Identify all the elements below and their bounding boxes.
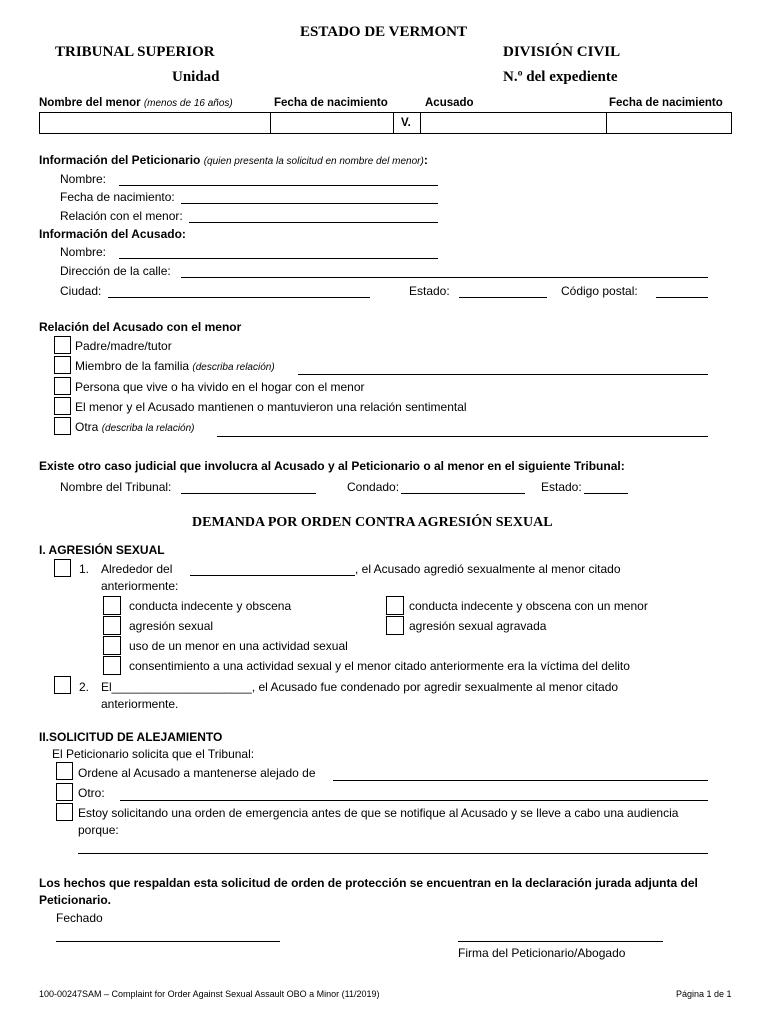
other-request-checkbox[interactable] (56, 783, 73, 801)
sexual-assault-label: agresión sexual (129, 619, 214, 633)
relationship-household-checkbox[interactable] (54, 377, 71, 395)
defendant-state-label: Estado: (409, 284, 450, 298)
consent-victim-label: consentimiento a una actividad sexual y el menor citado anteriormente era la víctima del delito (129, 659, 630, 673)
section1-item1-number: 1. (79, 562, 90, 576)
dated-label: Fechado (56, 911, 103, 925)
defendant-zip-label: Código postal: (561, 284, 638, 298)
section1-item2-line: El_____________________, el Acusado fue condenado por agredir sexualmente al menor citado (101, 680, 619, 694)
date-signature-field[interactable] (56, 941, 280, 942)
court-name: TRIBUNAL SUPERIOR (55, 44, 215, 60)
emergency-order-label: Estoy solicitando una orden de emergencia antes de que se notifique al Acusado y se lleve a cabo una audiencia (78, 806, 679, 820)
petitioner-name-field[interactable] (119, 185, 438, 186)
relationship-heading: Relación del Acusado con el menor (39, 320, 242, 334)
division-label: DIVISIÓN CIVIL (503, 44, 621, 60)
defendant-name-field[interactable] (119, 258, 438, 259)
relationship-dating-label: El menor y el Acusado mantienen o mantuvieron una relación sentimental (75, 400, 467, 414)
relationship-other-field[interactable] (217, 436, 708, 437)
other-request-field[interactable] (120, 800, 708, 801)
page-number: Página 1 de 1 (676, 989, 732, 999)
relationship-other-note: (describa la relación) (101, 423, 195, 434)
defendant-dob-field[interactable] (606, 112, 732, 134)
petitioner-relation-label: Relación con el menor: (60, 209, 183, 223)
other-request-label: Otro: (78, 786, 105, 800)
section1-item2-number: 2. (79, 680, 90, 694)
section1-item1-post: , el Acusado agredió sexualmente al menor citado (355, 562, 621, 576)
defendant-street-field[interactable] (181, 277, 708, 278)
complaint-title: DEMANDA POR ORDEN CONTRA AGRESIÓN SEXUAL (192, 515, 553, 530)
defendant-city-field[interactable] (108, 297, 370, 298)
signature-label: Firma del Peticionario/Abogado (458, 946, 626, 960)
defendant-dob-label: Fecha de nacimiento (609, 97, 723, 109)
section1-item1-checkbox[interactable] (54, 559, 71, 577)
petitioner-relation-field[interactable] (189, 222, 438, 223)
section1-item1-date-field[interactable] (190, 575, 355, 576)
facts-statement-line1: Los hechos que respaldan esta solicitud de orden de protección se encuentran en la declaración jurada adjunta del (39, 876, 698, 890)
versus-label: V. (401, 117, 411, 129)
minor-dob-field[interactable] (270, 112, 394, 134)
section1-item2-cont: anteriormente. (101, 697, 179, 711)
defendant-heading: Información del Acusado: (39, 227, 186, 241)
relationship-other-label: Otra (describa la relación) (75, 420, 195, 434)
docket-label: N.º del expediente (503, 69, 618, 85)
other-court-field[interactable] (181, 493, 316, 494)
defendant-zip-field[interactable] (656, 297, 708, 298)
lewd-conduct-label: conducta indecente y obscena (129, 599, 292, 613)
relationship-family-label: Miembro de la familia (describa relación) (75, 359, 275, 373)
stay-away-label: Ordene al Acusado a mantenerse alejado de (78, 766, 316, 780)
stay-away-field[interactable] (333, 780, 708, 781)
relationship-parent-label: Padre/madre/tutor (75, 339, 172, 353)
form-number: 100-00247SAM – Complaint for Order Against Sexual Assault OBO a Minor (11/2019) (39, 989, 380, 999)
minor-sexual-activity-checkbox[interactable] (103, 636, 121, 655)
minor-age-note: (menos de 16 años) (143, 98, 233, 109)
minor-sexual-activity-label: uso de un menor en una actividad sexual (129, 639, 348, 653)
defendant-street-label: Dirección de la calle: (60, 264, 171, 278)
defendant-city-label: Ciudad: (60, 284, 102, 298)
aggravated-assault-checkbox[interactable] (386, 616, 404, 635)
section1-item1-pre: Alrededor del (101, 562, 173, 576)
other-case-heading: Existe otro caso judicial que involucra al Acusado y al Peticionario o al menor en el siguiente Tribunal: (39, 459, 625, 473)
other-state-label: Estado: (541, 480, 582, 494)
defendant-name-field[interactable] (420, 112, 607, 134)
emergency-reason-field[interactable] (78, 853, 708, 854)
relationship-household-label: Persona que vive o ha vivido en el hogar con el menor (75, 380, 365, 394)
relationship-family-note: (describa relación) (192, 362, 275, 373)
defendant-caption-label: Acusado (425, 97, 474, 109)
lewd-conduct-minor-label: conducta indecente y obscena con un menor (409, 599, 648, 613)
section2-intro: El Peticionario solicita que el Tribunal: (52, 747, 255, 761)
state-title: ESTADO DE VERMONT (300, 24, 467, 40)
stay-away-checkbox[interactable] (56, 762, 73, 780)
minor-name-label: Nombre del menor (menos de 16 años) (39, 97, 233, 109)
relationship-family-checkbox[interactable] (54, 356, 71, 374)
other-county-label: Condado: (347, 480, 400, 494)
other-court-label: Nombre del Tribunal: (60, 480, 172, 494)
facts-statement-line2: Peticionario. (39, 893, 112, 907)
relationship-parent-checkbox[interactable] (54, 336, 71, 354)
other-state-field[interactable] (584, 493, 628, 494)
section1-heading: I. AGRESIÓN SEXUAL (39, 543, 165, 557)
emergency-reason-label: porque: (78, 823, 119, 837)
relationship-family-field[interactable] (298, 374, 708, 375)
section1-item1-cont: anteriormente: (101, 579, 179, 593)
relationship-dating-checkbox[interactable] (54, 397, 71, 415)
lewd-conduct-minor-checkbox[interactable] (386, 596, 404, 615)
minor-name-field[interactable] (39, 112, 271, 134)
aggravated-assault-label: agresión sexual agravada (409, 619, 547, 633)
lewd-conduct-checkbox[interactable] (103, 596, 121, 615)
petitioner-name-label: Nombre: (60, 172, 107, 186)
section1-item2-checkbox[interactable] (54, 676, 71, 694)
section2-heading: II.SOLICITUD DE ALEJAMIENTO (39, 730, 223, 744)
emergency-order-checkbox[interactable] (56, 803, 73, 821)
petitioner-dob-label: Fecha de nacimiento: (60, 190, 175, 204)
minor-dob-label: Fecha de nacimiento (274, 97, 388, 109)
unit-label: Unidad (172, 69, 220, 85)
signature-field[interactable] (458, 941, 663, 942)
other-county-field[interactable] (401, 493, 525, 494)
petitioner-heading: Información del Peticionario (quien presenta la solicitud en nombre del menor): (39, 153, 428, 167)
section1-item2-date-field[interactable]: _____________________ (111, 680, 252, 694)
petitioner-heading-note: (quien presenta la solicitud en nombre del menor) (203, 156, 424, 167)
consent-victim-checkbox[interactable] (103, 656, 121, 675)
relationship-other-checkbox[interactable] (54, 417, 71, 435)
sexual-assault-checkbox[interactable] (103, 616, 121, 635)
defendant-state-field[interactable] (459, 297, 547, 298)
petitioner-dob-field[interactable] (181, 203, 438, 204)
defendant-name-label: Nombre: (60, 245, 107, 259)
